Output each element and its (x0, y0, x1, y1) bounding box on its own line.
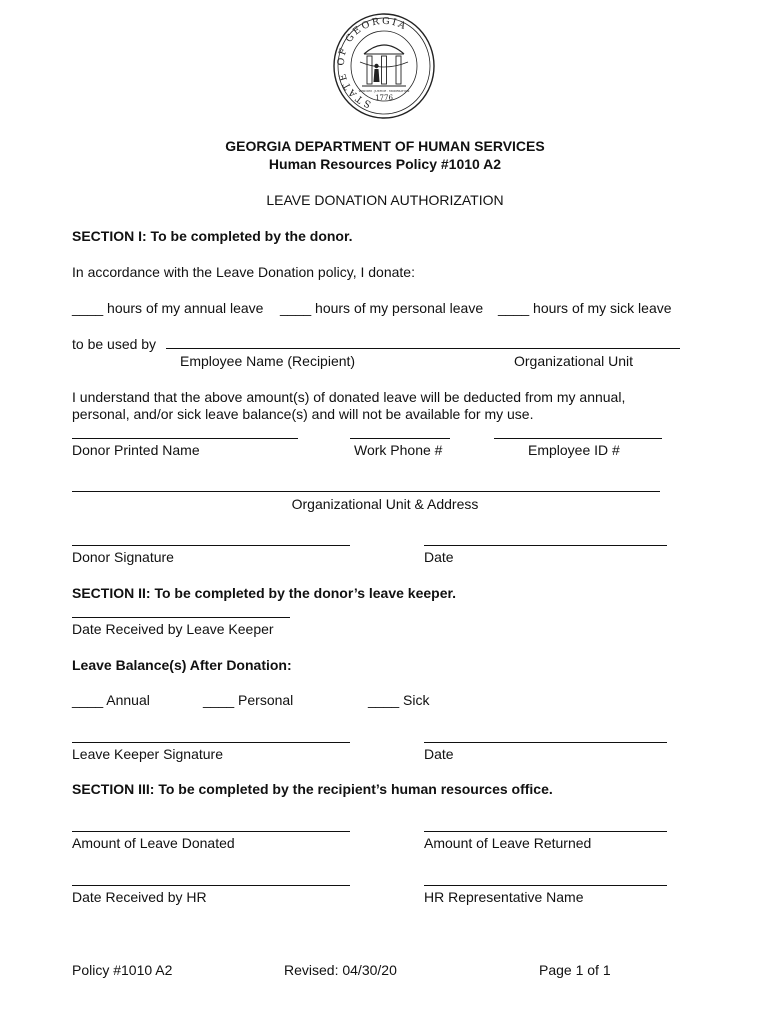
amount-donated-label: Amount of Leave Donated (72, 835, 235, 851)
used-by-label: to be used by (72, 336, 157, 352)
state-of-georgia-seal (332, 12, 436, 120)
org-address-line[interactable] (72, 491, 660, 492)
section1-heading: SECTION I: To be completed by the donor. (72, 228, 353, 244)
seal-banner-text: WISDOM · JUSTICE · MODERATION (358, 89, 410, 93)
keeper-date-line[interactable] (424, 742, 667, 743)
donor-signature-label: Donor Signature (72, 549, 174, 565)
form-title: LEAVE DONATION AUTHORIZATION (266, 192, 504, 208)
footer-policy: Policy #1010 A2 (72, 962, 173, 978)
section2-heading: SECTION II: To be completed by the donor’s leave keeper. (72, 585, 457, 601)
understand-text-line1: I understand that the above amount(s) of donated leave will be deducted from my annual, (72, 389, 626, 405)
donor-date-label: Date (424, 549, 454, 565)
date-received-hr-line[interactable] (72, 885, 350, 886)
footer-page-number: Page 1 of 1 (539, 962, 611, 978)
keeper-date-label: Date (424, 746, 454, 762)
footer-revised: Revised: 04/30/20 (284, 962, 397, 978)
work-phone-line[interactable] (350, 438, 450, 439)
work-phone-label: Work Phone # (354, 442, 443, 458)
amount-returned-label: Amount of Leave Returned (424, 835, 592, 851)
seal-ring-text: STATE OF GEORGIA (335, 15, 410, 110)
date-received-keeper-label: Date Received by Leave Keeper (72, 621, 274, 637)
keeper-signature-label: Leave Keeper Signature (72, 746, 223, 762)
annual-balance-field[interactable]: ____ Annual (72, 692, 150, 708)
seal-year: 1776 (375, 94, 393, 102)
department-title: GEORGIA DEPARTMENT OF HUMAN SERVICES (225, 138, 545, 154)
personal-balance-field[interactable]: ____ Personal (203, 692, 294, 708)
annual-hours-field[interactable]: ____ hours of my annual leave (72, 300, 264, 316)
hr-rep-name-line[interactable] (424, 885, 667, 886)
policy-subtitle: Human Resources Policy #1010 A2 (268, 156, 502, 172)
donor-date-line[interactable] (424, 545, 667, 546)
leave-balances-heading: Leave Balance(s) After Donation: (72, 657, 292, 673)
date-received-hr-label: Date Received by HR (72, 889, 207, 905)
recipient-name-label: Employee Name (Recipient) (180, 353, 356, 369)
svg-text:STATE OF GEORGIA (336, 16, 409, 110)
amount-donated-line[interactable] (72, 831, 350, 832)
org-unit-label: Organizational Unit (514, 353, 634, 369)
employee-id-label: Employee ID # (528, 442, 620, 458)
org-address-label: Organizational Unit & Address (291, 496, 479, 512)
hr-rep-name-label: HR Representative Name (424, 889, 584, 905)
date-received-keeper-line[interactable] (72, 617, 290, 618)
donation-intro: In accordance with the Leave Donation policy, I donate: (72, 264, 415, 280)
employee-id-line[interactable] (494, 438, 662, 439)
amount-returned-line[interactable] (424, 831, 667, 832)
donor-printed-name-label: Donor Printed Name (72, 442, 200, 458)
keeper-signature-line[interactable] (72, 742, 350, 743)
section3-heading: SECTION III: To be completed by the recipient’s human resources office. (72, 781, 553, 797)
recipient-line[interactable] (166, 348, 680, 349)
donor-name-line[interactable] (72, 438, 298, 439)
sick-balance-field[interactable]: ____ Sick (368, 692, 430, 708)
personal-hours-field[interactable]: ____ hours of my personal leave (280, 300, 484, 316)
donor-signature-line[interactable] (72, 545, 350, 546)
understand-text-line2: personal, and/or sick leave balance(s) and will not be available for my use. (72, 406, 534, 422)
sick-hours-field[interactable]: ____ hours of my sick leave (498, 300, 672, 316)
